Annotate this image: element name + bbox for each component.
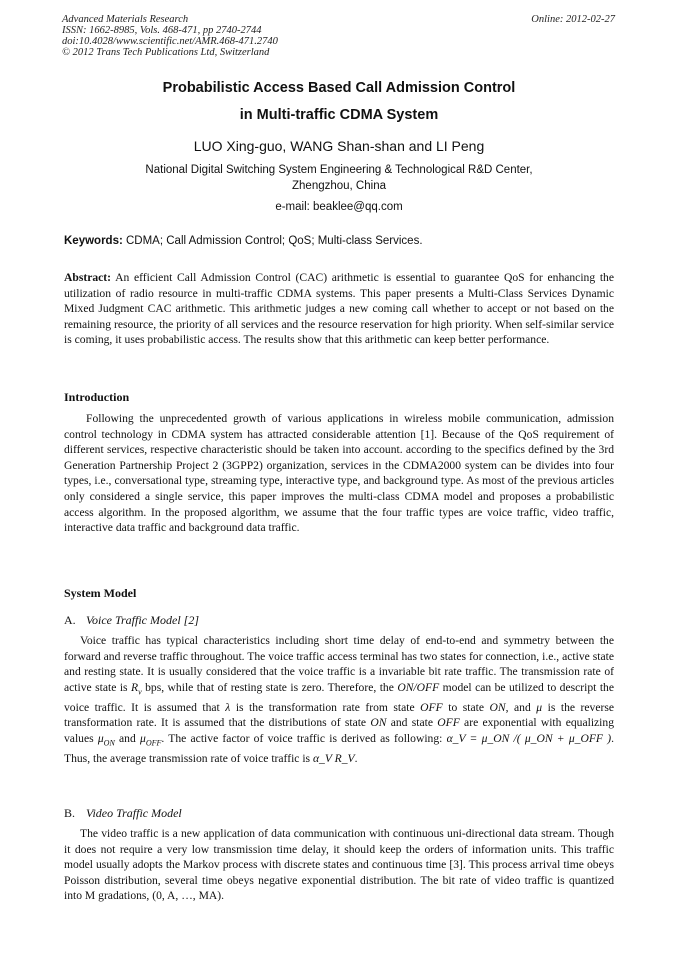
voice-text-4: is the transformation rate from state [230,700,421,714]
voice-text-12: . Thus, the average transmission rate of voice traffic is [64,731,614,765]
online-date: Online: 2012-02-27 [531,14,615,25]
author-email[interactable]: e-mail: beaklee@qq.com [275,201,403,213]
video-section-number: B. [64,806,76,820]
off-term: OFF [420,700,443,714]
voice-text-1: Voice traffic has typical characteristics including short time delay of end-to-end and symmetry between the forward and reverse traffic throughout. The voice traffic access terminal has two states for connection, i.e., active state and resting state. It is usually considered that the voice traffic is a invariable bit rate traffic. The transmission rate of active state is [64,634,614,694]
voice-text-5: to state [442,700,490,714]
video-model-heading [64,806,182,821]
off-term-2: OFF [437,716,460,730]
intro-paragraph: Following the unprecedented growth of various applications in wireless mobile communication, admission control technology in CDMA system has attracted considerable attention [1]. Because of the QoS requirement of different services, respective characteristic should be taken into account. according to the specifics defined by the 3rd Generation Partnership Project 2 (3GPP2) organization, services in the CDMA2000 system can be divides into four types, i.e., conversational type, streaming type, interactive type, and background type. As most of the previous articles only considered a single service, this paper improves the multi-class CDMA model and proposes a probabilistic access algorithm. In the proposed algorithm, we assume that the four traffic types are voice traffic, video traffic, interactive data traffic and background data traffic. [64,412,614,535]
paper-title-line2: in Multi-traffic CDMA System [239,107,439,123]
journal-name: Advanced Materials Research [62,14,189,25]
symbol-mu-on: μ [97,731,104,745]
video-section-title: Video Traffic Model [86,806,182,820]
voice-model-heading [64,613,199,628]
symbol-mu: μ [536,700,543,714]
on-term-2: ON [370,716,387,730]
symbol-mu-off: μ [139,731,146,745]
keywords [64,235,616,247]
voice-text-2: bps, while that of resting state is zero. Therefore, the [141,680,398,694]
intro-heading: Introduction [64,390,130,404]
voice-text-11: . The active factor of voice traffic is derived as following: [161,731,447,745]
active-factor-formula: α_V = μ_ON /( μ_ON + μ_OFF ) [446,731,612,745]
voice-section-title: Voice Traffic Model [2] [86,613,199,627]
journal-header [62,14,482,58]
symbol-lambda: λ [225,700,231,714]
voice-text-3: model can be utilized to descript the voice traffic. It is assumed that [64,680,614,714]
authors: LUO Xing-guo, WANG Shan-shan and LI Peng [193,138,485,154]
journal-copyright: © 2012 Trans Tech Publications Ltd, Switzerland [62,47,270,58]
affiliation [60,163,618,194]
video-paragraph: The video traffic is a new application of data communication with continuous uni-directional data stream. Though it does not require a very low transmission time delay, it should keep the orders of information units. This traffic model usually adopts the Markov process with discrete states and continuous time [3]. This process arrival time obeys Poisson distribution, several time obeys negative exponential distribution. The bit rate of video traffic is quantized into M gradations, (0, A, …, MA). [64,827,614,903]
symbol-rv: R [131,680,139,694]
paper-title-line1: Probabilistic Access Based Call Admission Control [162,80,516,96]
affiliation-line2: Zhengzhou, China [292,179,386,192]
voice-text-6: , and [505,700,537,714]
system-model-heading: System Model [64,586,137,600]
journal-issn: ISSN: 1662-8985, Vols. 468-471, pp 2740-2744 [62,25,262,36]
symbol-mu-on-sub: ON [103,738,115,748]
voice-text-7: is the reverse transformation rate. It is assumed that the distributions of state [64,700,614,730]
on-term: ON [489,700,506,714]
voice-text-9: are exponential with equalizing values [64,716,614,745]
keywords-label: Keywords: [64,235,123,247]
voice-paragraph [64,633,614,766]
abstract-label: Abstract: [64,271,112,284]
average-rate-formula: α_V R_V [312,751,355,765]
voice-text-8: and state [386,716,438,730]
on-off-term: ON/OFF [397,680,440,694]
symbol-rv-sub: v [138,687,142,697]
voice-text-10: and [114,731,140,745]
affiliation-line1: National Digital Switching System Engineering & Technological R&D Center, [145,164,533,176]
symbol-mu-off-sub: OFF [145,738,162,748]
voice-section-number: A. [64,613,76,627]
voice-text-13: . [354,751,358,765]
abstract [64,270,614,348]
abstract-text: An efficient Call Admission Control (CAC) arithmetic is essential to guarantee QoS for enhancing the utilization of radio resource in multi-traffic CDMA systems. This paper presents a Multi-Class Services Dynamic Mixed Judgment CAC arithmetic. This arithmetic judges a new coming call whether to accept or not based on the remaining resource, the priority of all services and the resource reservation for high priority. When self-similar service is coming, it uses probabilistic access. The results show that this arithmetic can keep better performance. [64,271,614,347]
keywords-text: CDMA; Call Admission Control; QoS; Multi-class Services. [122,235,423,247]
journal-doi[interactable]: doi:10.4028/www.scientific.net/AMR.468-471.2740 [62,36,278,47]
